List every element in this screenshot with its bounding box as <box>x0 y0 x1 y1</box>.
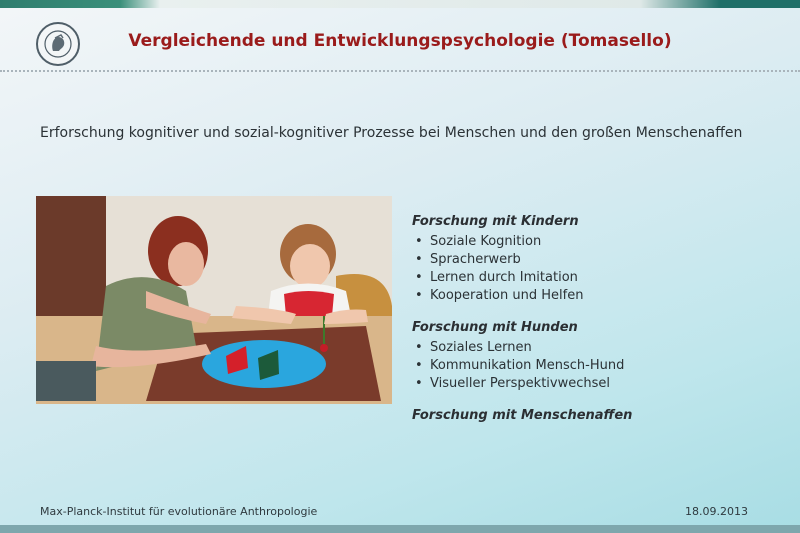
list-item: • Kommunikation Mensch-Hund <box>415 358 625 373</box>
list-item: • Kooperation und Helfen <box>415 288 584 303</box>
slide-subtitle: Erforschung kognitiver und sozial-kognitiver Prozesse bei Menschen und den großen Menschenaffen <box>40 125 743 141</box>
research-photo <box>36 196 392 404</box>
section-dogs <box>412 319 772 393</box>
section-heading: Forschung mit Hunden <box>412 320 578 335</box>
bullet-list <box>412 233 772 305</box>
list-item: • Soziales Lernen <box>415 340 532 355</box>
section-heading: Forschung mit Menschenaffen <box>412 408 633 423</box>
research-list <box>412 213 772 427</box>
footer-institute: Max-Planck-Institut für evolutionäre Anthropologie <box>40 505 318 518</box>
bottom-accent-bar <box>0 525 800 533</box>
title-divider <box>0 70 800 72</box>
list-item: • Soziale Kognition <box>415 234 542 249</box>
list-item: • Visueller Perspektivwechsel <box>415 376 611 391</box>
bullet-list <box>412 339 772 393</box>
section-apes <box>412 407 772 425</box>
section-children <box>412 213 772 305</box>
list-item: • Lernen durch Imitation <box>415 270 578 285</box>
footer-date: 18.09.2013 <box>685 505 748 518</box>
section-heading: Forschung mit Kindern <box>412 214 579 229</box>
top-accent-bar <box>0 0 800 8</box>
list-item: • Spracherwerb <box>415 252 521 267</box>
slide-title: Vergleichende und Entwicklungspsychologie (Tomasello) <box>128 31 672 51</box>
